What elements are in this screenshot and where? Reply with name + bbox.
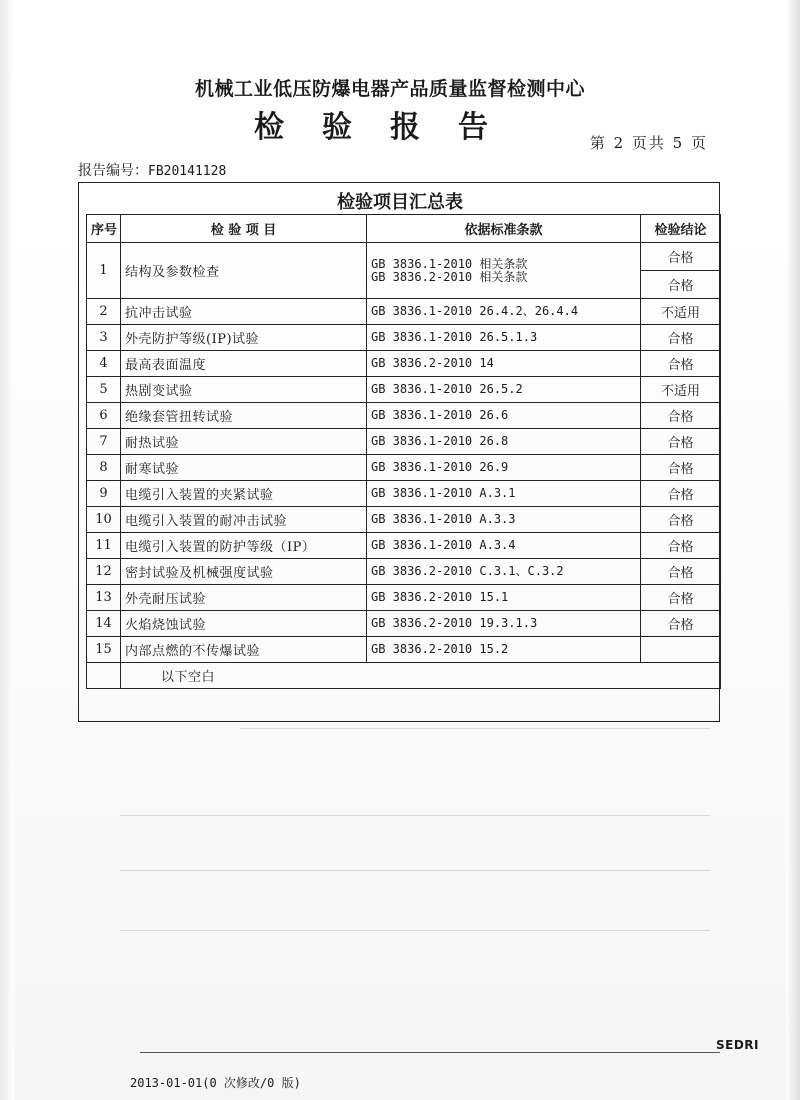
row-item: 热剧变试验 [121,377,367,403]
row-no: 1 [87,243,121,299]
footer-date-version [130,1074,301,1091]
row-item: 绝缘套管扭转试验 [121,403,367,429]
row-result: 合格 [641,271,721,299]
row-result: 合格 [641,481,721,507]
table-row [87,243,721,271]
paper-shadow-left [0,0,14,1100]
row-standard: GB 3836.1-2010 26.9 [367,455,641,481]
header-no: 序号 [87,215,121,243]
footer-date-text: 2013-01-01(0 次修改/0 版) [130,1076,301,1090]
row-standard: GB 3836.2-2010 15.1 [367,585,641,611]
report-number [78,160,226,180]
table-row [87,559,721,585]
row-no: 9 [87,481,121,507]
table-row [87,377,721,403]
row-item: 耐寒试验 [121,455,367,481]
header-result: 检验结论 [641,215,721,243]
row-item: 耐热试验 [121,429,367,455]
row-item: 电缆引入装置的防护等级（IP） [121,533,367,559]
table-row [87,637,721,663]
table-row [87,299,721,325]
row-standard: GB 3836.1-2010 A.3.4 [367,533,641,559]
row-no: 10 [87,507,121,533]
row-no: 13 [87,585,121,611]
row-no: 2 [87,299,121,325]
empty-cell [87,663,121,689]
row-standard: GB 3836.1-2010 26.5.2 [367,377,641,403]
row-result: 合格 [641,243,721,271]
table-row [87,611,721,637]
table-row [87,325,721,351]
table-header-row [87,215,721,243]
paper-shadow-right [786,0,800,1100]
footer-rule [140,1052,720,1053]
row-no: 8 [87,455,121,481]
sedri-logo: SEDRI [716,1038,760,1052]
bleed-through-line [120,930,710,931]
organization-name: 机械工业低压防爆电器产品质量监督检测中心 [194,78,585,100]
row-no: 14 [87,611,121,637]
row-item: 外壳耐压试验 [121,585,367,611]
row-no: 7 [87,429,121,455]
report-number-value: FB20141128 [148,164,227,179]
row-item: 抗冲击试验 [121,299,367,325]
row-result: 合格 [641,403,721,429]
bleed-through-line [240,728,710,729]
row-result: 合格 [641,455,721,481]
row-standard: GB 3836.1-2010 A.3.1 [367,481,641,507]
row-result [641,637,721,663]
row-no: 11 [87,533,121,559]
row-standard: GB 3836.1-2010 A.3.3 [367,507,641,533]
header-standard: 依据标准条款 [367,215,641,243]
row-standard: GB 3836.2-2010 14 [367,351,641,377]
blank-note: 以下空白 [121,663,721,689]
row-result: 合格 [641,325,721,351]
row-standard: GB 3836.1-2010 26.5.1.3 [367,325,641,351]
row-standard [367,243,641,299]
row-item: 密封试验及机械强度试验 [121,559,367,585]
table-row [87,481,721,507]
row-result: 合格 [641,533,721,559]
row-result: 合格 [641,611,721,637]
table-row [87,585,721,611]
bleed-through-line [120,870,710,871]
row-no: 12 [87,559,121,585]
row-result: 合格 [641,585,721,611]
page-number: 第 2 页共 5 页 [589,134,708,152]
row-standard: GB 3836.1-2010 26.4.2、26.4.4 [367,299,641,325]
row-item: 结构及参数检查 [121,243,367,299]
table-row [87,533,721,559]
row-item: 电缆引入装置的耐冲击试验 [121,507,367,533]
row-standard-line: GB 3836.1-2010 相关条款 [371,256,528,271]
row-result: 不适用 [641,377,721,403]
row-standard: GB 3836.2-2010 19.3.1.3 [367,611,641,637]
row-result: 合格 [641,351,721,377]
header-item: 检 验 项 目 [121,215,367,243]
row-no: 4 [87,351,121,377]
row-standard: GB 3836.2-2010 C.3.1、C.3.2 [367,559,641,585]
row-item: 内部点燃的不传爆试验 [121,637,367,663]
row-no: 15 [87,637,121,663]
row-no: 3 [87,325,121,351]
table-row [87,663,721,689]
row-item: 火焰烧蚀试验 [121,611,367,637]
row-standard: GB 3836.1-2010 26.8 [367,429,641,455]
row-result: 不适用 [641,299,721,325]
row-standard: GB 3836.1-2010 26.6 [367,403,641,429]
table-row [87,403,721,429]
row-result: 合格 [641,429,721,455]
row-result: 合格 [641,507,721,533]
report-title: 检验报告 [254,110,526,145]
table-row [87,455,721,481]
table-row [87,351,721,377]
inspection-summary-table [86,214,721,689]
table-row [87,507,721,533]
row-standard: GB 3836.2-2010 15.2 [367,637,641,663]
row-item: 最高表面温度 [121,351,367,377]
row-result: 合格 [641,559,721,585]
bleed-through-line [120,815,710,816]
report-number-label: 报告编号： [78,163,148,179]
table-row [87,429,721,455]
row-standard-line: GB 3836.2-2010 相关条款 [371,269,528,284]
table-title: 检验项目汇总表 [337,192,463,213]
row-item: 外壳防护等级(IP)试验 [121,325,367,351]
row-item: 电缆引入装置的夹紧试验 [121,481,367,507]
row-no: 5 [87,377,121,403]
row-no: 6 [87,403,121,429]
